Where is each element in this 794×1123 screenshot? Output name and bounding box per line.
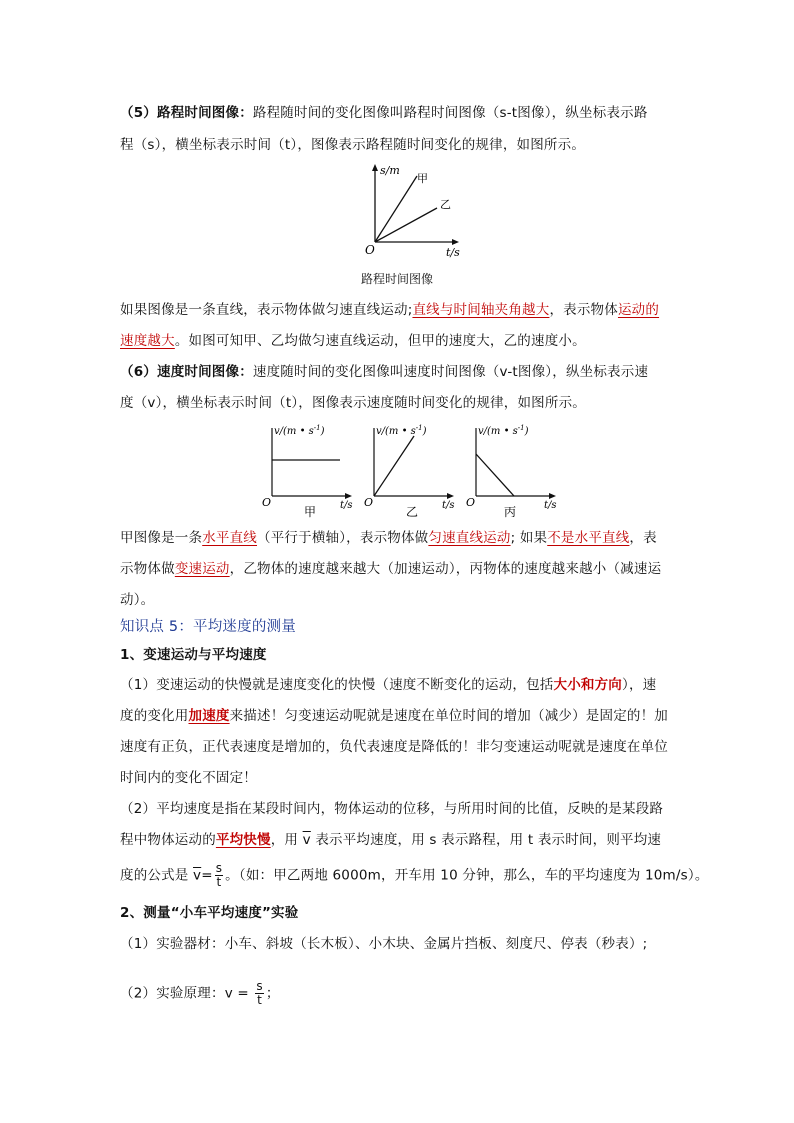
- vt-explain-not-horizontal: 不是水平直线: [547, 530, 630, 546]
- kp5-formula-fraction: [215, 862, 223, 889]
- vt-section-label: （6）速度时间图像：: [120, 364, 253, 380]
- st-graph-caption: 路程时间图像: [360, 272, 433, 286]
- st-origin: O: [365, 243, 375, 257]
- kp5-acceleration: 加速度: [188, 708, 230, 724]
- vt-explain-variable: 变速运动: [174, 561, 230, 577]
- kp5-exp2-eq: =: [232, 985, 254, 1002]
- kp5-p1-line3: 速度有正负，正代表速度是增加的，负代表速度是降低的！非匀变速运动呢就是速度在单位: [120, 739, 668, 755]
- st-x-arrow: [452, 239, 459, 245]
- st-y-label: s/m: [380, 164, 400, 177]
- kp5-exp2-a: （2）实验原理：: [120, 985, 225, 1002]
- kp5-p1-l2-a: 度的变化用: [120, 708, 189, 724]
- st-yi-label: 乙: [440, 198, 451, 211]
- kp5-p2-l3-b: 。（如：甲乙两地 6000m，开车用 10 分钟，那么，车的平均速度为 10m/s）。: [225, 867, 709, 884]
- vt-bing-line: [476, 454, 514, 496]
- kp5-p2-l2-b: ，用: [270, 832, 299, 848]
- vt-jia-x-label: t/s: [340, 500, 353, 511]
- kp5-p1-l1-a: （1）变速运动的快慢就是速度变化的快慢（速度不断变化的运动，包括: [120, 677, 554, 693]
- kp5-p2-line3: [120, 862, 709, 889]
- st-section-text: 路程随时间的变化图像叫路程时间图像（s-t图像），纵坐标表示路: [252, 105, 648, 121]
- kp5-v-bar: $\overline{v}$: [302, 832, 311, 848]
- st-section-line2: 程（s），横坐标表示时间（t），图像表示路程随时间变化的规律，如图所示。: [120, 137, 586, 153]
- st-explain-a: 如果图像是一条直线，表示物体做匀速直线运动;: [120, 302, 413, 318]
- vt-explain-a: 甲图像是一条: [120, 530, 203, 546]
- kp5-exp2-b: ；: [265, 985, 280, 1002]
- vt-jia-x-arrow: [345, 493, 352, 499]
- vt-jia-name: 甲: [304, 505, 317, 519]
- kp5-formula-num: s: [215, 861, 223, 875]
- kp5-exp2: [120, 980, 280, 1007]
- kp5-p2-l3-a: 度的公式是: [120, 867, 189, 884]
- vt-bing-name: 丙: [504, 505, 517, 519]
- vt-yi-name: 乙: [406, 505, 419, 519]
- st-jia-label: 甲: [417, 172, 428, 185]
- kp5-exp2-num: s: [256, 979, 263, 993]
- st-x-label: t/s: [446, 246, 460, 259]
- kp5-sub1: 1、变速运动与平均速度: [120, 647, 267, 663]
- vt-bing-origin: O: [466, 496, 476, 509]
- kp5-p1-line1: [120, 675, 656, 695]
- vt-explain-horizontal: 水平直线: [202, 530, 258, 546]
- kp5-exp2-fraction: [255, 980, 263, 1007]
- kp5-exp2-den: t: [257, 993, 263, 1007]
- st-explain-angle: 直线与时间轴夹角越大: [412, 302, 550, 318]
- vt-explain-line1: [120, 528, 657, 548]
- vt-explain-c: （平行于横轴），表示物体做: [257, 530, 429, 546]
- st-line-jia: [375, 176, 417, 242]
- vt-graph-jia: [260, 420, 360, 520]
- vt-bing-x-label: t/s: [544, 500, 557, 511]
- vt-explain-e: ; 如果: [510, 530, 548, 546]
- vt-jia-origin: O: [262, 496, 272, 509]
- vt-bing-y-label: v/(m • $s^{-1}$): [478, 424, 529, 437]
- vt-explain-line3: 动）。: [120, 592, 155, 608]
- st-line-yi: [375, 208, 437, 242]
- kp5-average-speed: 平均快慢: [215, 832, 271, 848]
- vt-yi-origin: O: [364, 496, 374, 509]
- kp5-formula-v: $\overline{v}$: [193, 867, 202, 884]
- kp5-formula-den: t: [216, 875, 222, 889]
- vt-jia-y-label: v/(m • $s^{-1}$): [274, 424, 325, 437]
- kp5-p2-line2: [120, 830, 661, 850]
- vt-explain-line2-rest: ，乙物体的速度越来越大（加速运动），丙物体的速度越来越小（减速运: [229, 561, 662, 577]
- vt-yi-x-label: t/s: [442, 500, 455, 511]
- st-explain-speed: 速度越大: [120, 333, 175, 349]
- st-y-arrow: [372, 164, 378, 171]
- st-explain-line1: [120, 300, 659, 320]
- kp5-exp1: （1）实验器材：小车、斜坡（长木板）、小木块、金属片挡板、刻度尺、停表（秒表）;: [120, 936, 648, 952]
- kp5-p1-l1-b: ），速: [622, 677, 657, 693]
- kp5-formula-eq: =: [201, 867, 213, 884]
- kp5-p1-line2: [120, 706, 668, 726]
- vt-yi-x-arrow: [447, 493, 454, 499]
- kp5-p2-l2-c: 表示平均速度，用 s 表示路程，用 t 表示时间，则平均速: [315, 832, 662, 848]
- st-explain-rest: 。如图可知甲、乙均做匀速直线运动，但甲的速度大，乙的速度小。: [174, 333, 586, 349]
- vt-graph-yi: [362, 420, 462, 520]
- vt-bing-x-arrow: [549, 493, 556, 499]
- kp5-exp2-v: v: [224, 985, 233, 1002]
- vt-yi-y-label: v/(m • $s^{-1}$): [376, 424, 427, 437]
- kp5-sub2: 2、测量“小车平均速度”实验: [120, 905, 299, 921]
- st-section-label: （5）路程时间图像：: [120, 105, 253, 121]
- vt-explain-line2: [120, 559, 661, 579]
- st-explain-c: ，表示物体: [549, 302, 618, 318]
- st-section-line1: [120, 103, 648, 123]
- vt-section-line1: [120, 362, 648, 382]
- vt-section-text: 速度随时间的变化图像叫速度时间图像（v-t图像），纵坐标表示速: [252, 364, 649, 380]
- vt-section-line2: 度（v），横坐标表示时间（t），图像表示速度随时间变化的规律，如图所示。: [120, 395, 586, 411]
- kp5-p1-line4: 时间内的变化不固定！: [120, 770, 257, 786]
- vt-explain-g: ，表: [629, 530, 657, 546]
- kp5-p2-l2-a: 程中物体运动的: [120, 832, 216, 848]
- st-graph: [355, 162, 475, 266]
- vt-graph-bing: [464, 420, 564, 520]
- kp5-size-direction: 大小和方向: [553, 677, 622, 693]
- kp5-p1-l2-b: 来描述！匀变速运动呢就是速度在单位时间的增加（减少）是固定的！加: [229, 708, 669, 724]
- kp5-title: 知识点 5：平均迷度的测量: [120, 619, 296, 635]
- vt-explain-line2-a: 示物体做: [120, 561, 175, 577]
- st-explain-d: 运动的: [617, 302, 660, 318]
- st-explain-line2: [120, 331, 586, 351]
- vt-yi-line: [374, 436, 414, 496]
- kp5-p2-line1: （2）平均速度是指在某段时间内，物体运动的位移，与所用时间的比值，反映的是某段路: [120, 801, 664, 817]
- vt-explain-uniform: 匀速直线运动: [428, 530, 511, 546]
